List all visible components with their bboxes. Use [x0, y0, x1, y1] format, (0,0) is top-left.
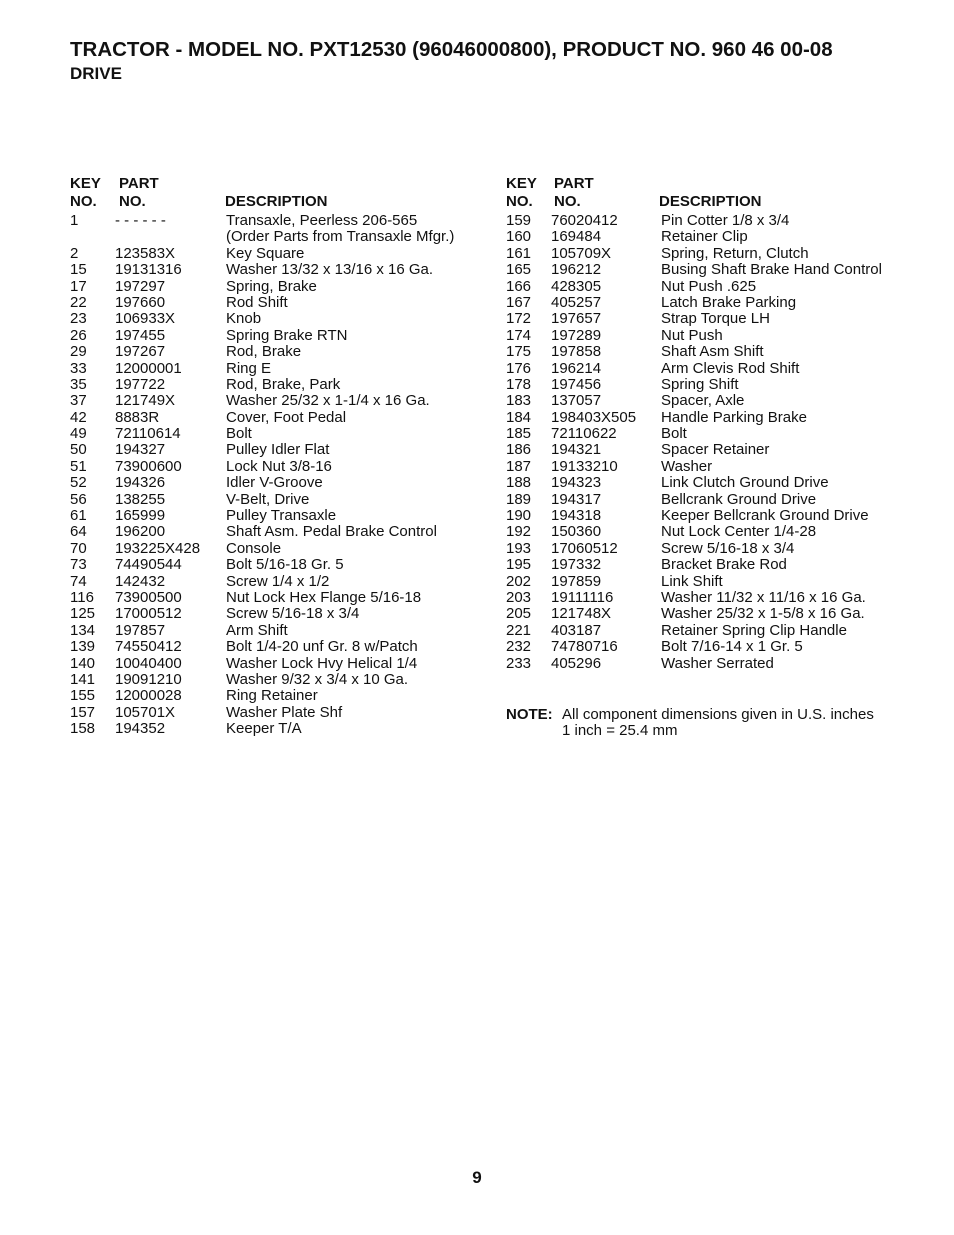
description-cell: Idler V-Groove	[226, 474, 323, 492]
description-cell: Pulley Transaxle	[226, 507, 337, 525]
table-row	[506, 344, 926, 360]
key-no-cell: 26	[70, 326, 87, 344]
part-no-cell: 19091210	[115, 670, 182, 688]
part-no-cell: 105709X	[551, 244, 612, 262]
part-no-cell: 8883R	[115, 408, 160, 426]
description-cell: Busing Shaft Brake Hand Control	[661, 261, 882, 279]
table-row	[70, 705, 490, 721]
key-no-cell: 29	[70, 343, 87, 361]
key-header-bottom: NO.	[506, 193, 533, 210]
parts-table-right	[506, 175, 926, 674]
table-row	[506, 426, 926, 442]
description-cell: Bolt 1/4-20 unf Gr. 8 w/Patch	[226, 638, 418, 656]
part-no-cell: 197859	[551, 572, 602, 590]
table-row	[70, 672, 490, 688]
parts-table-left	[70, 175, 490, 740]
description-cell: Link Shift	[661, 572, 723, 590]
description-cell: Washer 13/32 x 13/16 x 16 Ga.	[226, 261, 434, 279]
part-no-cell: 74550412	[115, 638, 182, 656]
description-cell: Spring, Return, Clutch	[661, 244, 809, 262]
key-no-cell: 172	[506, 310, 532, 328]
part-no-cell: - - - - - -	[115, 212, 166, 229]
table-row	[506, 295, 926, 311]
key-no-cell: 17	[70, 277, 87, 295]
key-no-cell: 175	[506, 343, 532, 361]
key-no-cell: 116	[70, 588, 94, 606]
table-row	[70, 295, 490, 311]
description-cell: Bolt 5/16-18 Gr. 5	[226, 556, 344, 574]
description-cell: Spacer, Axle	[661, 392, 745, 410]
table-row	[70, 344, 490, 360]
part-no-cell: 405257	[551, 293, 602, 311]
key-no-cell: 64	[70, 523, 87, 541]
description-cell: Shaft Asm. Pedal Brake Control	[226, 523, 437, 541]
part-header-bottom: NO.	[119, 193, 146, 210]
table-row	[506, 459, 926, 475]
part-no-cell: 138255	[115, 490, 166, 508]
table-row	[70, 459, 490, 475]
description-cell: Nut Lock Hex Flange 5/16-18	[226, 588, 422, 606]
key-no-cell: 205	[506, 605, 532, 623]
key-no-cell: 188	[506, 474, 532, 492]
table-row	[70, 557, 490, 573]
description-cell: Latch Brake Parking	[661, 293, 797, 311]
description-cell: Washer 25/32 x 1-5/8 x 16 Ga.	[661, 605, 865, 623]
part-header-top: PART	[119, 175, 159, 192]
table-row	[70, 590, 490, 606]
part-no-cell: 17000512	[115, 605, 182, 623]
table-row	[506, 606, 926, 622]
key-no-cell: 134	[70, 621, 96, 639]
part-no-cell: 428305	[551, 277, 602, 295]
description-cell: Knob	[226, 310, 262, 328]
part-no-cell: 10040400	[115, 654, 182, 672]
description-cell: Rod Shift	[226, 293, 288, 311]
description-cell: (Order Parts from Transaxle Mfgr.)	[226, 228, 455, 246]
table-row	[506, 623, 926, 639]
key-no-cell: 140	[70, 654, 96, 672]
key-no-cell: 165	[506, 261, 532, 279]
table-row	[506, 328, 926, 344]
description-cell: Transaxle, Peerless 206-565	[226, 212, 418, 229]
key-no-cell: 139	[70, 638, 96, 656]
description-cell: Ring E	[226, 359, 272, 377]
description-cell: Washer 11/32 x 11/16 x 16 Ga.	[661, 588, 866, 606]
table-row	[506, 656, 926, 672]
key-no-cell: 195	[506, 556, 532, 574]
key-no-cell: 56	[70, 490, 87, 508]
part-no-cell: 19131316	[115, 261, 182, 279]
description-cell: Spacer Retainer	[661, 441, 770, 459]
part-no-cell: 197660	[115, 293, 166, 311]
key-no-cell: 155	[70, 687, 96, 705]
part-no-cell: 194327	[115, 441, 166, 459]
key-no-cell: 221	[506, 621, 532, 639]
description-cell: Pulley Idler Flat	[226, 441, 330, 459]
key-no-cell: 157	[70, 703, 96, 721]
table-row	[70, 508, 490, 524]
description-cell: Retainer Spring Clip Handle	[661, 621, 847, 639]
table-row	[506, 311, 926, 327]
table-row	[506, 361, 926, 377]
page-title: TRACTOR - MODEL NO. PXT12530 (96046000800), PRODUCT NO. 960 46 00-08	[70, 38, 833, 61]
part-no-cell: 121749X	[115, 392, 176, 410]
description-cell: Spring Brake RTN	[226, 326, 348, 344]
table-row	[506, 377, 926, 393]
table-row	[70, 361, 490, 377]
part-no-cell: 137057	[551, 392, 602, 410]
key-no-cell: 186	[506, 441, 532, 459]
key-no-cell: 185	[506, 425, 532, 443]
part-no-cell: 403187	[551, 621, 602, 639]
description-cell: Ring Retainer	[226, 687, 318, 705]
key-no-cell: 35	[70, 375, 87, 393]
table-row	[70, 475, 490, 491]
key-no-cell: 189	[506, 490, 532, 508]
part-no-cell: 194317	[551, 490, 602, 508]
key-no-cell: 1	[70, 212, 79, 229]
part-no-cell: 194321	[551, 441, 602, 459]
part-header-top: PART	[554, 175, 594, 192]
part-no-cell: 19133210	[551, 457, 618, 475]
key-no-cell: 22	[70, 293, 87, 311]
table-row	[70, 606, 490, 622]
description-cell: Key Square	[226, 244, 305, 262]
description-cell: Spring, Brake	[226, 277, 317, 295]
key-no-cell: 183	[506, 392, 532, 410]
description-cell: Arm Shift	[226, 621, 288, 639]
part-no-cell: 169484	[551, 228, 602, 246]
table-row	[506, 590, 926, 606]
key-no-cell: 203	[506, 588, 532, 606]
part-no-cell: 194352	[115, 720, 166, 738]
key-no-cell: 193	[506, 539, 532, 557]
part-no-cell: 12000001	[115, 359, 182, 377]
table-row	[70, 262, 490, 278]
key-no-cell: 166	[506, 277, 532, 295]
part-no-cell: 17060512	[551, 539, 618, 557]
description-cell: Handle Parking Brake	[661, 408, 807, 426]
part-no-cell: 196212	[551, 261, 602, 279]
part-no-cell: 73900500	[115, 588, 182, 606]
key-no-cell: 50	[70, 441, 87, 459]
description-cell: Washer 9/32 x 3/4 x 10 Ga.	[226, 670, 409, 688]
table-row	[70, 426, 490, 442]
table-row	[506, 246, 926, 262]
description-cell: Bolt	[226, 425, 252, 443]
table-row	[506, 213, 926, 229]
table-row	[70, 442, 490, 458]
description-cell: Bracket Brake Rod	[661, 556, 787, 574]
part-no-cell: 197657	[551, 310, 602, 328]
description-cell: Screw 1/4 x 1/2	[226, 572, 330, 590]
table-row	[70, 721, 490, 737]
description-cell: Lock Nut 3/8-16	[226, 457, 332, 475]
key-no-cell: 184	[506, 408, 532, 426]
description-cell: Bellcrank Ground Drive	[661, 490, 817, 508]
key-no-cell: 202	[506, 572, 532, 590]
table-header	[506, 175, 926, 215]
part-no-cell: 76020412	[551, 212, 618, 229]
part-no-cell: 194323	[551, 474, 602, 492]
table-row	[70, 541, 490, 557]
part-no-cell: 405296	[551, 654, 602, 672]
table-row	[70, 279, 490, 295]
part-no-cell: 197297	[115, 277, 166, 295]
part-no-cell: 197267	[115, 343, 166, 361]
key-no-cell: 161	[506, 244, 532, 262]
part-no-cell: 197332	[551, 556, 602, 574]
description-cell: Console	[226, 539, 282, 557]
part-no-cell: 197858	[551, 343, 602, 361]
key-no-cell: 125	[70, 605, 96, 623]
part-no-cell: 74490544	[115, 556, 182, 574]
description-cell: Bolt	[661, 425, 687, 443]
part-no-cell: 73900600	[115, 457, 182, 475]
part-no-cell: 72110614	[115, 425, 181, 443]
key-no-cell: 187	[506, 457, 532, 475]
note-line-2: 1 inch = 25.4 mm	[562, 722, 678, 740]
key-no-cell: 74	[70, 572, 87, 590]
table-row	[70, 410, 490, 426]
description-cell: Washer Plate Shf	[226, 703, 343, 721]
table-row	[506, 574, 926, 590]
table-row	[70, 688, 490, 704]
key-no-cell: 160	[506, 228, 532, 246]
table-row	[506, 508, 926, 524]
part-no-cell: 74780716	[551, 638, 618, 656]
table-row	[506, 541, 926, 557]
table-header	[70, 175, 490, 215]
description-cell: Washer 25/32 x 1-1/4 x 16 Ga.	[226, 392, 430, 410]
table-row	[506, 524, 926, 540]
description-cell: Nut Push .625	[661, 277, 757, 295]
description-cell: Washer	[661, 457, 713, 475]
key-no-cell: 73	[70, 556, 87, 574]
section-title: DRIVE	[70, 64, 122, 83]
table-row	[70, 623, 490, 639]
table-row	[506, 557, 926, 573]
table-row	[70, 229, 490, 245]
table-row	[506, 639, 926, 655]
key-no-cell: 141	[70, 670, 96, 688]
key-no-cell: 33	[70, 359, 87, 377]
part-no-cell: 198403X505	[551, 408, 637, 426]
key-no-cell: 23	[70, 310, 87, 328]
part-header-bottom: NO.	[554, 193, 581, 210]
table-row	[70, 492, 490, 508]
key-no-cell: 158	[70, 720, 96, 738]
table-row	[506, 279, 926, 295]
table-row	[506, 262, 926, 278]
description-cell: Shaft Asm Shift	[661, 343, 764, 361]
part-no-cell: 142432	[115, 572, 166, 590]
key-no-cell: 52	[70, 474, 87, 492]
key-no-cell: 176	[506, 359, 532, 377]
description-cell: Washer Lock Hvy Helical 1/4	[226, 654, 418, 672]
part-no-cell: 194326	[115, 474, 166, 492]
note-label: NOTE:	[506, 706, 553, 723]
description-cell: V-Belt, Drive	[226, 490, 310, 508]
table-row	[70, 656, 490, 672]
key-header-bottom: NO.	[70, 193, 97, 210]
description-header: DESCRIPTION	[659, 193, 762, 210]
key-no-cell: 49	[70, 425, 87, 443]
key-no-cell: 51	[70, 457, 87, 475]
part-no-cell: 123583X	[115, 244, 176, 262]
part-no-cell: 197857	[115, 621, 166, 639]
description-cell: Spring Shift	[661, 375, 739, 393]
table-row	[506, 475, 926, 491]
description-header: DESCRIPTION	[225, 193, 328, 210]
table-row	[70, 311, 490, 327]
part-no-cell: 150360	[551, 523, 602, 541]
description-cell: Washer Serrated	[661, 654, 774, 672]
table-row	[70, 393, 490, 409]
part-no-cell: 196200	[115, 523, 166, 541]
part-no-cell: 197456	[551, 375, 602, 393]
description-cell: Keeper T/A	[226, 720, 302, 738]
table-row	[506, 492, 926, 508]
key-no-cell: 37	[70, 392, 87, 410]
description-cell: Keeper Bellcrank Ground Drive	[661, 507, 869, 525]
description-cell: Nut Push	[661, 326, 723, 344]
description-cell: Cover, Foot Pedal	[226, 408, 347, 426]
description-cell: Link Clutch Ground Drive	[661, 474, 829, 492]
parts-list-right	[506, 213, 926, 672]
key-no-cell: 159	[506, 212, 532, 229]
note-line-1: All component dimensions given in U.S. inches	[562, 706, 874, 723]
key-no-cell: 232	[506, 638, 532, 656]
part-no-cell: 197289	[551, 326, 602, 344]
table-row	[506, 410, 926, 426]
description-cell: Nut Lock Center 1/4-28	[661, 523, 817, 541]
part-no-cell: 105701X	[115, 703, 176, 721]
table-row	[506, 229, 926, 245]
part-no-cell: 197455	[115, 326, 166, 344]
part-no-cell: 193225X428	[115, 539, 201, 557]
description-cell: Bolt 7/16-14 x 1 Gr. 5	[661, 638, 803, 656]
description-cell: Rod, Brake, Park	[226, 375, 341, 393]
parts-list-left	[70, 213, 490, 738]
key-no-cell: 167	[506, 293, 532, 311]
table-row	[506, 442, 926, 458]
description-cell: Rod, Brake	[226, 343, 302, 361]
key-no-cell: 174	[506, 326, 532, 344]
table-row	[70, 328, 490, 344]
part-no-cell: 196214	[551, 359, 602, 377]
part-no-cell: 165999	[115, 507, 166, 525]
page-number: 9	[472, 1168, 482, 1187]
key-no-cell: 2	[70, 244, 79, 262]
table-row	[70, 524, 490, 540]
part-no-cell: 106933X	[115, 310, 176, 328]
part-no-cell: 12000028	[115, 687, 182, 705]
key-header-top: KEY	[506, 175, 537, 192]
key-no-cell: 178	[506, 375, 532, 393]
table-row	[70, 639, 490, 655]
key-no-cell: 190	[506, 507, 532, 525]
part-no-cell: 121748X	[551, 605, 612, 623]
description-cell: Arm Clevis Rod Shift	[661, 359, 800, 377]
key-no-cell: 42	[70, 408, 87, 426]
key-no-cell: 70	[70, 539, 87, 557]
table-row	[70, 574, 490, 590]
key-no-cell: 192	[506, 523, 532, 541]
part-no-cell: 194318	[551, 507, 602, 525]
description-cell: Strap Torque LH	[661, 310, 770, 328]
key-no-cell: 15	[70, 261, 87, 279]
table-row	[70, 246, 490, 262]
key-header-top: KEY	[70, 175, 101, 192]
part-no-cell: 197722	[115, 375, 166, 393]
part-no-cell: 72110622	[551, 425, 617, 443]
table-row	[70, 377, 490, 393]
description-cell: Retainer Clip	[661, 228, 748, 246]
key-no-cell: 61	[70, 507, 87, 525]
description-cell: Screw 5/16-18 x 3/4	[661, 539, 795, 557]
description-cell: Screw 5/16-18 x 3/4	[226, 605, 360, 623]
description-cell: Pin Cotter 1/8 x 3/4	[661, 212, 790, 229]
table-row	[506, 393, 926, 409]
table-row	[70, 213, 490, 229]
part-no-cell: 19111116	[551, 588, 614, 606]
key-no-cell: 233	[506, 654, 532, 672]
